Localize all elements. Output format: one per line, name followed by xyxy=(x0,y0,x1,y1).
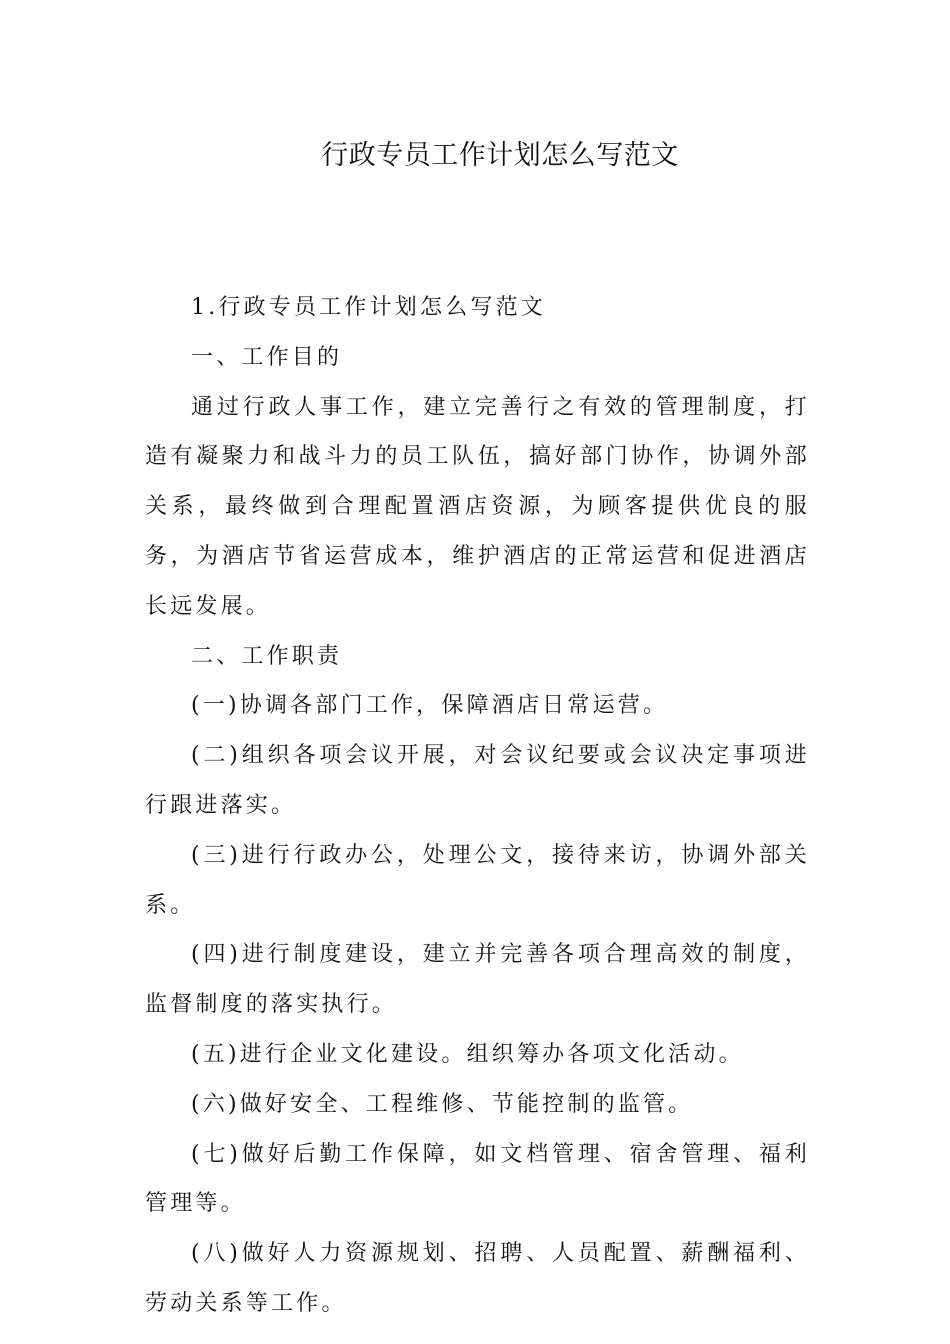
duty-item-1: (一)协调各部门工作，保障酒店日常运营。 xyxy=(191,693,669,719)
paragraph-purpose: 通过行政人事工作，建立完善行之有效的管理制度，打造有凝聚力和战斗力的员工队伍，搞好部门协作，协调外部关系，最终做到合理配置酒店资源，为顾客提供优良的服务，为酒店节省运营成本，维护酒店的正常运营和促进酒店长远发展。 xyxy=(145,394,810,619)
document-body xyxy=(145,283,810,1329)
duty-item-6: (六)做好安全、工程维修、节能控制的监管。 xyxy=(191,1091,694,1117)
duty-item-5: (五)进行企业文化建设。组织筹办各项文化活动。 xyxy=(191,1041,744,1067)
duty-item-3: (三)进行行政办公，处理公文，接待来访，协调外部关系。 xyxy=(145,842,810,918)
subheading-purpose: 一、工作目的 xyxy=(191,344,343,370)
duty-item-7: (七)做好后勤工作保障，如文档管理、宿舍管理、福利管理等。 xyxy=(145,1141,810,1217)
duty-item-2: (二)组织各项会议开展，对会议纪要或会议决定事项进行跟进落实。 xyxy=(145,743,810,818)
document-title: 行政专员工作计划怎么写范文 xyxy=(321,140,679,171)
duty-item-4: (四)进行制度建设，建立并完善各项合理高效的制度，监督制度的落实执行。 xyxy=(145,942,810,1018)
subheading-duties: 二、工作职责 xyxy=(191,643,343,669)
section-heading: 1.行政专员工作计划怎么写范文 xyxy=(191,295,546,320)
duty-item-8: (八)做好人力资源规划、招聘、人员配置、薪酬福利、劳动关系等工作。 xyxy=(145,1241,810,1316)
